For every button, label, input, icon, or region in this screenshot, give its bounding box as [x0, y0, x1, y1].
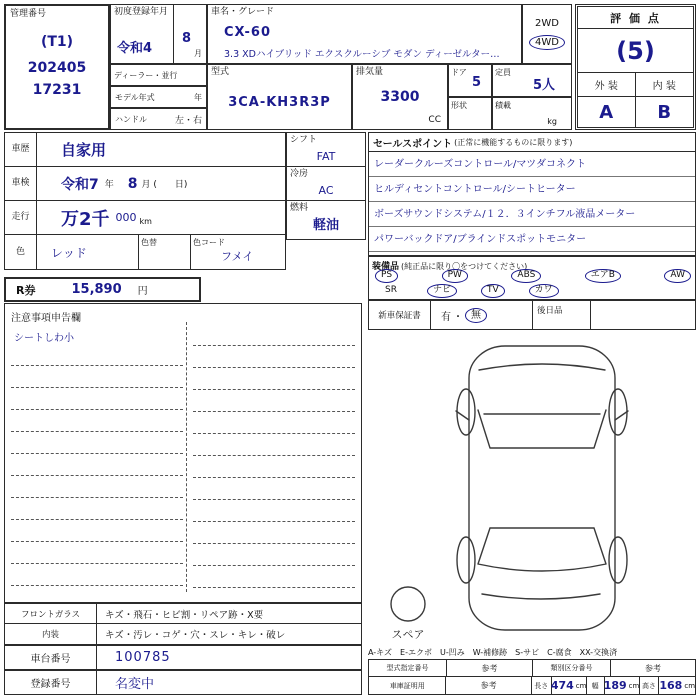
- side-mirrors: [456, 411, 628, 420]
- first-registration-label: 初度登録年月: [114, 7, 169, 17]
- inspection-row: [5, 167, 285, 201]
- shape-cell: [448, 97, 492, 130]
- ac-label: 冷房: [290, 169, 309, 179]
- length-unit: cm: [575, 681, 587, 690]
- wheel-rear-right: [609, 537, 627, 583]
- car-body-outline: [469, 346, 615, 630]
- exterior-label: 外 装: [578, 73, 636, 96]
- mileage-value-cell: [37, 201, 285, 234]
- r-ticket-unit: 円: [137, 286, 148, 297]
- interior-label: 内 装: [652, 81, 676, 92]
- interior-condition-row: [4, 623, 362, 645]
- drive-type-cell: [522, 4, 572, 64]
- notes-entry: シートしわ小: [14, 333, 74, 344]
- history-row: [5, 133, 285, 167]
- car-grade: 3.3 XDハイブリッド エクスクルーシブ モダン ディーゼルター…: [224, 49, 500, 60]
- registration-number-label: 登録番号: [5, 671, 97, 694]
- management-number-box: [4, 4, 110, 130]
- first-registration-month-unit: 月: [194, 49, 202, 58]
- history-block: [4, 132, 286, 270]
- model-code-value: 3CA-KH3R3P: [228, 95, 331, 110]
- chassis-number-value: 100785: [115, 650, 171, 665]
- width-value: 189: [603, 679, 627, 692]
- interior-grade: B: [657, 101, 672, 123]
- inspection-era-unit: 年: [104, 180, 114, 190]
- management-number-line2: 202405: [27, 60, 87, 76]
- trunk-line: [482, 594, 600, 599]
- color-value: レッド: [51, 245, 87, 260]
- ac-cell: [287, 167, 365, 201]
- color-row: [5, 235, 285, 269]
- fuel-cell: [287, 201, 365, 239]
- r-ticket-box: [4, 277, 201, 302]
- history-value: 自家用: [61, 141, 107, 159]
- type-designation-value: 参考: [447, 660, 533, 676]
- front-glass-value: キズ・飛石・ヒビ割・リペア跡・X要: [105, 609, 264, 621]
- mileage-sub: 000: [115, 211, 137, 224]
- shift-label: シフト: [290, 135, 318, 145]
- equipment-item-sr: SR: [385, 285, 397, 295]
- height-unit: cm: [684, 681, 696, 690]
- load-unit: kg: [547, 117, 557, 126]
- drive-2wd: 2WD: [535, 18, 559, 29]
- model-code-label: 型式: [211, 67, 230, 77]
- model-year-cell: [110, 86, 207, 108]
- displacement-unit: CC: [428, 115, 441, 125]
- notes-lines-left: [11, 344, 183, 586]
- interior-condition-label: 内装: [5, 624, 97, 644]
- warranty-value-cell: [431, 301, 533, 329]
- inspection-era: 令和7: [61, 176, 99, 193]
- front-bumper-line: [479, 364, 605, 370]
- rear-window: [478, 528, 606, 571]
- model-year-label: モデル年式: [115, 92, 155, 102]
- model-year-unit: 年: [194, 92, 202, 102]
- capacity-cell: [492, 64, 572, 97]
- wheel-front-left: [457, 389, 475, 435]
- length-cell: [552, 677, 587, 694]
- capacity-value: 5人: [532, 78, 555, 93]
- dealer-parallel-label: ディーラー・並行: [114, 70, 178, 80]
- score-value: (5): [578, 29, 693, 73]
- car-name-label: 車名・グレード: [211, 7, 275, 17]
- chassis-number-cell: [97, 646, 361, 669]
- color-change-label: 色替: [141, 238, 157, 247]
- color-label: 色: [5, 235, 37, 269]
- registration-number-value: 名変中: [115, 677, 155, 692]
- mileage-label: 走行: [5, 201, 37, 234]
- mileage-main: 万2千: [61, 208, 110, 230]
- notes-column-divider: [186, 322, 187, 592]
- first-registration-era: 令和4: [117, 41, 153, 56]
- sales-points-note: (正常に機能するものに限ります): [454, 137, 573, 147]
- garage-certificate-label: 車庫証明用: [369, 677, 446, 694]
- equipment-box: [368, 256, 696, 300]
- handle-cell: [110, 108, 207, 130]
- door-label: ドア: [451, 68, 467, 77]
- classification-value: 参考: [645, 663, 661, 673]
- displacement-label: 排気量: [356, 67, 384, 77]
- color-code-cell: [191, 235, 285, 269]
- garage-certificate-value: 参考: [446, 677, 531, 694]
- equipment-item-tv: TV: [481, 284, 505, 298]
- handle-value: 左・右: [174, 115, 202, 126]
- height-cell: [659, 677, 695, 694]
- type-designation-label: 型式指定番号: [369, 660, 447, 676]
- registration-number-row: [4, 670, 362, 695]
- car-name-cell: [207, 4, 522, 64]
- wheel-front-right: [609, 389, 627, 435]
- exterior-interior-values: [578, 97, 693, 127]
- r-ticket-label: R券: [16, 283, 36, 297]
- inspection-value-cell: [37, 167, 285, 200]
- equipment-title: 装備品: [372, 262, 400, 272]
- first-registration-month: 8: [182, 31, 192, 46]
- sales-points-title: セールスポイント: [373, 138, 453, 150]
- inspection-day-unit: 日): [174, 180, 188, 190]
- equipment-item-navi: ナビ: [427, 284, 457, 298]
- chassis-number-label: 車台番号: [5, 646, 97, 669]
- shape-label: 形状: [451, 101, 467, 110]
- handle-label: ハンドル: [115, 114, 147, 124]
- equipment-item-leather: カワ: [529, 284, 559, 298]
- later-items-label: 後日品: [537, 306, 563, 316]
- displacement-value: 3300: [380, 89, 420, 105]
- equipment-item-abs: ABS: [511, 269, 541, 283]
- ac-value: AC: [318, 184, 334, 197]
- first-registration-cell: [110, 4, 207, 64]
- warranty-dot: ・: [453, 311, 463, 323]
- damage-code-legend: A-キズ E-エクボ U-凹み W-補修跡 S-サビ C-腐食 XX-交換済: [368, 648, 618, 657]
- exterior-interior-header: [578, 73, 693, 97]
- inspection-label: 車検: [5, 167, 37, 200]
- divider: [173, 5, 174, 63]
- history-label: 車歴: [5, 133, 37, 166]
- management-number-line3: 17231: [32, 82, 82, 98]
- dimensions-row-1: [369, 660, 695, 677]
- classification-label: 類別区分番号: [533, 660, 611, 676]
- drive-4wd: 4WD: [529, 35, 565, 50]
- dimensions-row-2: [369, 677, 695, 694]
- load-label: 積載: [495, 101, 511, 110]
- shift-cell: [287, 133, 365, 167]
- sales-point-item: レーダークルーズコントロール/マツダコネクト: [369, 152, 695, 177]
- color-value-cell: [37, 235, 139, 269]
- equipment-item-airbag: エアB: [585, 269, 621, 283]
- windshield: [478, 410, 606, 448]
- warranty-no: 無: [465, 308, 487, 323]
- shift-value: FAT: [316, 150, 336, 163]
- equipment-note: (純正品に限り〇をつけてください): [401, 262, 528, 271]
- chassis-number-row: [4, 645, 362, 670]
- car-diagram: [366, 332, 696, 644]
- mileage-row: [5, 201, 285, 235]
- color-code-value: フメイ: [221, 250, 254, 263]
- color-change-cell: [139, 235, 191, 269]
- spare-tire: [391, 587, 425, 621]
- width-cell: [605, 677, 640, 694]
- sales-point-item: ヒルディセントコントロール/シートヒーター: [369, 177, 695, 202]
- length-label: 長さ: [532, 677, 552, 694]
- door-cell: [448, 64, 492, 97]
- fuel-label: 燃料: [290, 203, 309, 213]
- warranty-row: [368, 300, 696, 330]
- width-label: 幅: [587, 677, 605, 694]
- exterior-grade: A: [578, 97, 636, 127]
- equipment-row-1: [375, 269, 691, 283]
- equipment-item-aw: AW: [664, 269, 691, 283]
- spare-label: スペア: [391, 628, 425, 641]
- capacity-label: 定員: [495, 68, 511, 77]
- interior-condition-value: キズ・汚レ・コゲ・穴・スレ・キレ・破レ: [105, 630, 286, 641]
- load-cell: [492, 97, 572, 130]
- inspection-month-unit: 月 (: [141, 180, 157, 190]
- height-value: 168: [659, 679, 683, 692]
- model-code-cell: [207, 64, 352, 130]
- front-glass-label: フロントガラス: [5, 604, 97, 623]
- car-name: CX-60: [224, 25, 271, 40]
- mileage-unit: km: [139, 217, 152, 226]
- notes-box: [4, 303, 362, 603]
- sales-point-item: パワーバックドア/ブラインドスポットモニター: [369, 227, 695, 252]
- later-items-cell: [533, 301, 591, 329]
- width-unit: cm: [628, 681, 640, 690]
- dealer-parallel-cell: [110, 64, 207, 86]
- inspection-month: 8: [127, 175, 138, 192]
- color-code-label: 色コード: [193, 238, 225, 247]
- displacement-cell: [352, 64, 448, 130]
- spec-column: [286, 132, 366, 240]
- equipment-item-ps: PS: [375, 269, 398, 283]
- dimensions-table: [368, 659, 696, 695]
- door-value: 5: [471, 75, 481, 90]
- wheel-rear-left: [457, 537, 475, 583]
- registration-number-cell: [97, 671, 361, 694]
- sales-point-item: ボーズサウンドシステム/１２．３インチフル液晶メーター: [369, 202, 695, 227]
- warranty-yes: 有: [441, 311, 451, 323]
- notes-title: 注意事項申告欄: [11, 313, 81, 324]
- score-label: 評 価 点: [578, 7, 693, 29]
- height-label: 高さ: [640, 677, 660, 694]
- history-value-cell: [37, 133, 285, 166]
- score-box: [575, 4, 696, 130]
- fuel-value: 軽油: [312, 218, 339, 233]
- r-ticket-value: 15,890: [71, 282, 122, 297]
- management-number-line1: (T1): [40, 34, 74, 50]
- equipment-row-2: [379, 284, 559, 298]
- front-glass-row: [4, 603, 362, 624]
- equipment-item-pw: PW: [442, 269, 468, 283]
- management-number-label: 管理番号: [10, 9, 47, 19]
- notes-lines-right: [193, 324, 355, 588]
- later-items-value: [591, 301, 695, 329]
- warranty-label: 新車保証書: [369, 301, 431, 329]
- sales-points-header: [369, 133, 695, 152]
- sales-points-box: [368, 132, 696, 256]
- length-value: 474: [550, 679, 574, 692]
